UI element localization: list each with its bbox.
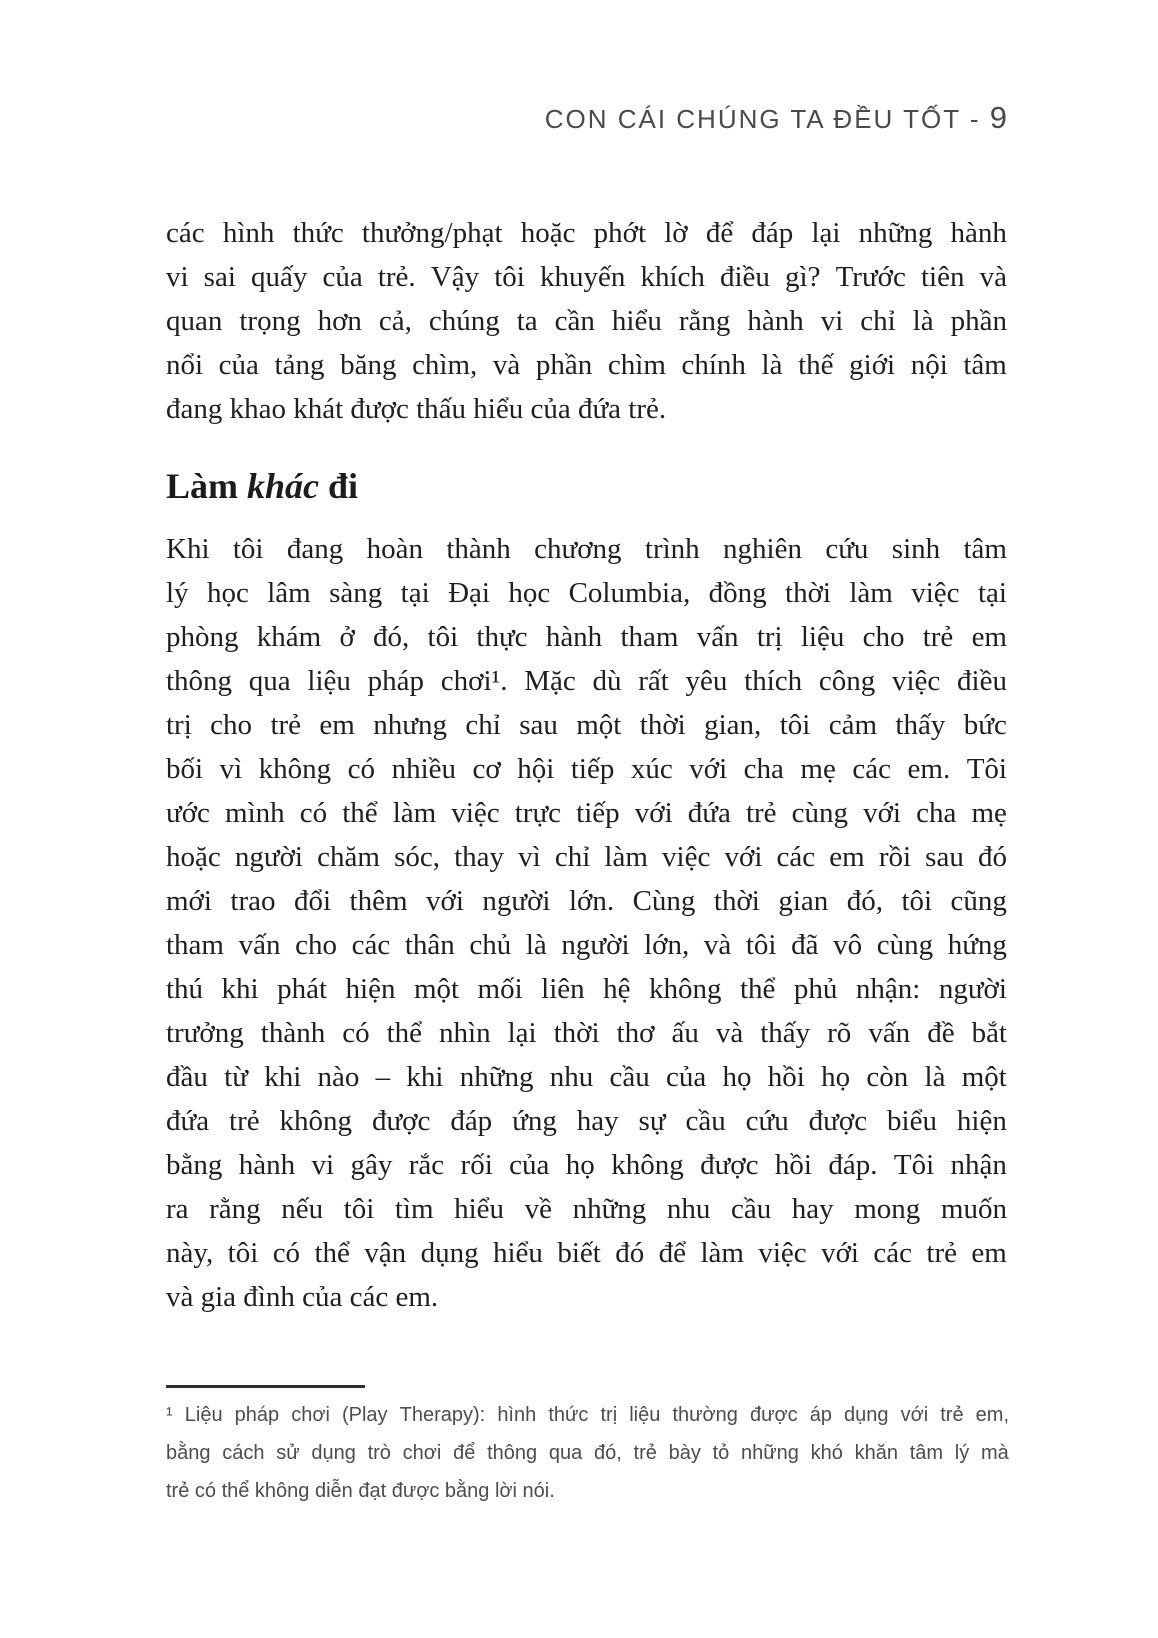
section-heading-pre: Làm: [166, 466, 247, 506]
text-line: mới trao đổi thêm với người lớn. Cùng thời gian đó, tôi cũng: [166, 885, 1007, 917]
text-line: Khi tôi đang hoàn thành chương trình nghiên cứu sinh tâm: [166, 533, 1007, 565]
text-line: trẻ có thể không diễn đạt được bằng lời nói.: [166, 1480, 555, 1502]
text-line: lý học lâm sàng tại Đại học Columbia, đồng thời làm việc tại: [166, 577, 1007, 609]
text-line: các hình thức thưởng/phạt hoặc phớt lờ để đáp lại những hành: [166, 217, 1007, 249]
text-line: quan trọng hơn cả, chúng ta cần hiểu rằng hành vi chỉ là phần: [166, 305, 1007, 337]
running-header-separator: -: [969, 104, 981, 134]
text-line: ¹ Liệu pháp chơi (Play Therapy): hình thức trị liệu thường được áp dụng với trẻ em,: [166, 1404, 1009, 1426]
running-header-title: CON CÁI CHÚNG TA ĐỀU TỐT: [544, 104, 961, 134]
section-heading: [166, 465, 358, 507]
text-line: tham vấn cho các thân chủ là người lớn, và tôi đã vô cùng hứng: [166, 929, 1007, 961]
text-line: và gia đình của các em.: [166, 1281, 439, 1313]
text-line: bằng cách sử dụng trò chơi để thông qua đó, trẻ bày tỏ những khó khăn tâm lý mà: [166, 1442, 1009, 1464]
text-line: thông qua liệu pháp chơi¹. Mặc dù rất yêu thích công việc điều: [166, 665, 1007, 697]
text-line: vi sai quấy của trẻ. Vậy tôi khuyến khích điều gì? Trước tiên và: [166, 261, 1007, 293]
text-line: phòng khám ở đó, tôi thực hành tham vấn trị liệu cho trẻ em: [166, 621, 1007, 653]
paragraph-main: [166, 527, 1007, 1319]
text-line: đứa trẻ không được đáp ứng hay sự cầu cứu được biểu hiện: [166, 1105, 1007, 1137]
text-line: hoặc người chăm sóc, thay vì chỉ làm việc với các em rồi sau đó: [166, 841, 1007, 873]
running-header: [166, 100, 1007, 136]
text-line: ước mình có thể làm việc trực tiếp với đứa trẻ cùng với cha mẹ: [166, 797, 1007, 829]
text-line: trưởng thành có thể nhìn lại thời thơ ấu và thấy rõ vấn đề bắt: [166, 1017, 1007, 1049]
page-number: 9: [989, 100, 1007, 135]
paragraph-intro: [166, 211, 1007, 431]
section-heading-post: đi: [319, 466, 359, 506]
text-line: trị cho trẻ em nhưng chỉ sau một thời gian, tôi cảm thấy bức: [166, 709, 1007, 741]
text-line: nổi của tảng băng chìm, và phần chìm chính là thế giới nội tâm: [166, 349, 1007, 381]
text-line: đầu từ khi nào – khi những nhu cầu của họ hồi họ còn là một: [166, 1061, 1007, 1093]
footnote: [166, 1396, 1009, 1510]
section-heading-italic: khác: [247, 466, 319, 506]
text-line: thú khi phát hiện một mối liên hệ không thể phủ nhận: người: [166, 973, 1007, 1005]
footnote-separator-rule: [166, 1385, 365, 1388]
text-line: đang khao khát được thấu hiểu của đứa trẻ.: [166, 393, 667, 425]
text-line: bằng hành vi gây rắc rối của họ không được hồi đáp. Tôi nhận: [166, 1149, 1007, 1181]
text-line: bối vì không có nhiều cơ hội tiếp xúc với cha mẹ các em. Tôi: [166, 753, 1007, 785]
text-line: ra rằng nếu tôi tìm hiểu về những nhu cầu hay mong muốn: [166, 1193, 1007, 1225]
text-line: này, tôi có thể vận dụng hiểu biết đó để làm việc với các trẻ em: [166, 1237, 1007, 1269]
